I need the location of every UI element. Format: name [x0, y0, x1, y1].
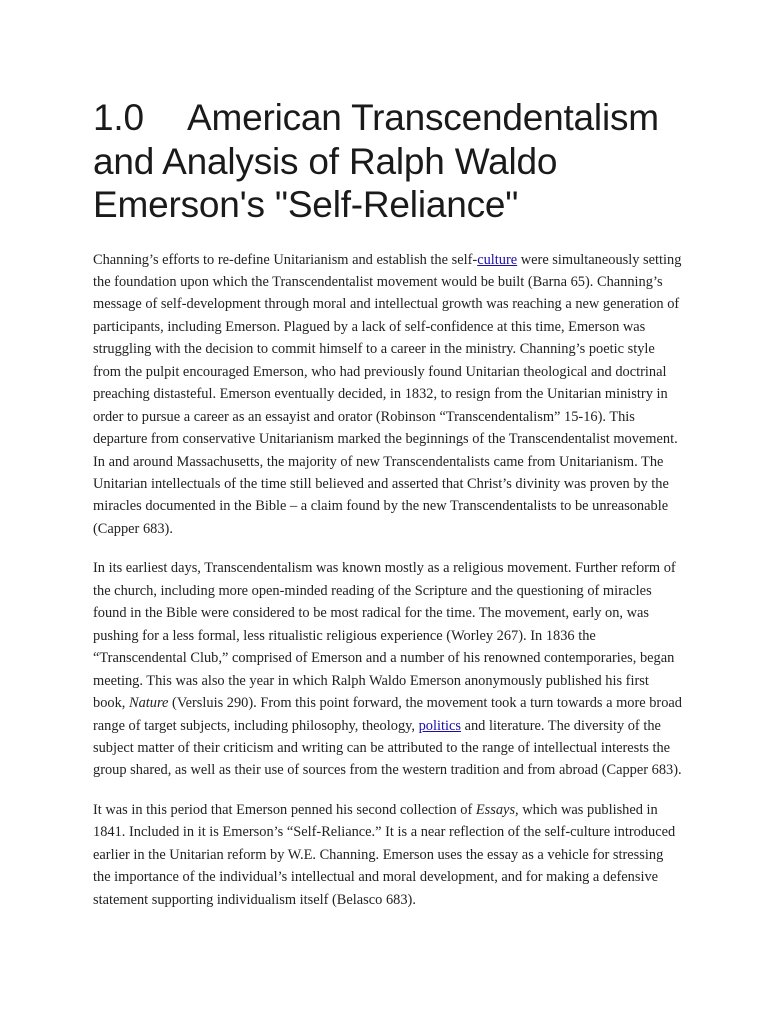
document-page — [93, 96, 683, 911]
paragraph-1 — [93, 249, 683, 541]
paragraph-3 — [93, 799, 683, 911]
paragraph-1-text-b: were simultaneously setting the foundation upon which the Transcendentalist movement would be built (Barna 65). Channing’s message of self-development through moral and intellectual growth was reaching a new generation of participants, including Emerson. Plagued by a lack of self-confidence at this time, Emerson was struggling with the decision to commit himself to a career in the ministry. Channing’s poetic style from the pulpit encouraged Emerson, who had previously found Unitarian theological and doctrinal preaching distasteful. Emerson eventually decided, in 1832, to resign from the Unitarian ministry in order to pursue a career as an essayist and orator (Robinson “Transcendentalism” 15-16). This departure from conservative Unitarianism marked the beginnings of the Transcendentalist movement. In and around Massachusetts, the majority of new Transcendentalists came from Unitarianism. The Unitarian intellectuals of the time still believed and asserted that Christ’s divinity was proven by the miracles documented in the Bible – a claim found by the new Transcendentalists to be unreasonable (Capper 683). — [93, 251, 682, 537]
paragraph-3-text-a: It was in this period that Emerson penned his second collection of — [93, 801, 476, 818]
section-title-text: American Transcendentalism and Analysis of Ralph Waldo Emerson's "Self-Reliance" — [93, 97, 659, 225]
section-heading — [93, 96, 683, 227]
paragraph-2-text-b: (Versluis 290). From this point forward, the movement took a turn towards a more broad range of target subjects, including philosophy, theology, — [93, 695, 683, 734]
section-number: 1.0 — [93, 97, 144, 138]
paragraph-1-text-a: Channing’s efforts to re-define Unitarianism and establish the self- — [93, 251, 478, 268]
culture-link[interactable]: culture — [477, 251, 518, 268]
paragraph-2-text-c: and literature. The diversity of the subject matter of their criticism and writing can be attributed to the range of intellectual interests the group shared, as well as their use of sources from the western tradition and from abroad (Capper 683). — [93, 717, 682, 779]
paragraph-3-text-b: which was published in 1841. Included in it is Emerson’s “Self-Reliance.” It is a near reflection of the self-culture introduced earlier in the Unitarian reform by W.E. Channing. Emerson uses the essay as a vehicle for stressing the importance of the individual’s intellectual and moral development, and for making a defensive statement supporting individualism itself (Belasco 683). — [93, 801, 676, 908]
nature-book-title: Nature — [128, 695, 169, 712]
essays-book-title: Essays, — [475, 801, 519, 818]
paragraph-2 — [93, 557, 683, 782]
politics-link[interactable]: politics — [418, 717, 461, 734]
paragraph-2-text-a: In its earliest days, Transcendentalism was known mostly as a religious movement. Further reform of the church, including more open-minded reading of the Scripture and the questioning of miracles found in the Bible were considered to be most radical for the time. The movement, early on, was pushing for a less formal, less ritualistic religious experience (Worley 267). In 1836 the “Transcendental Club,” comprised of Emerson and a number of his renowned contemporaries, began meeting. This was also the year in which Ralph Waldo Emerson anonymously published his first book, — [93, 560, 676, 712]
